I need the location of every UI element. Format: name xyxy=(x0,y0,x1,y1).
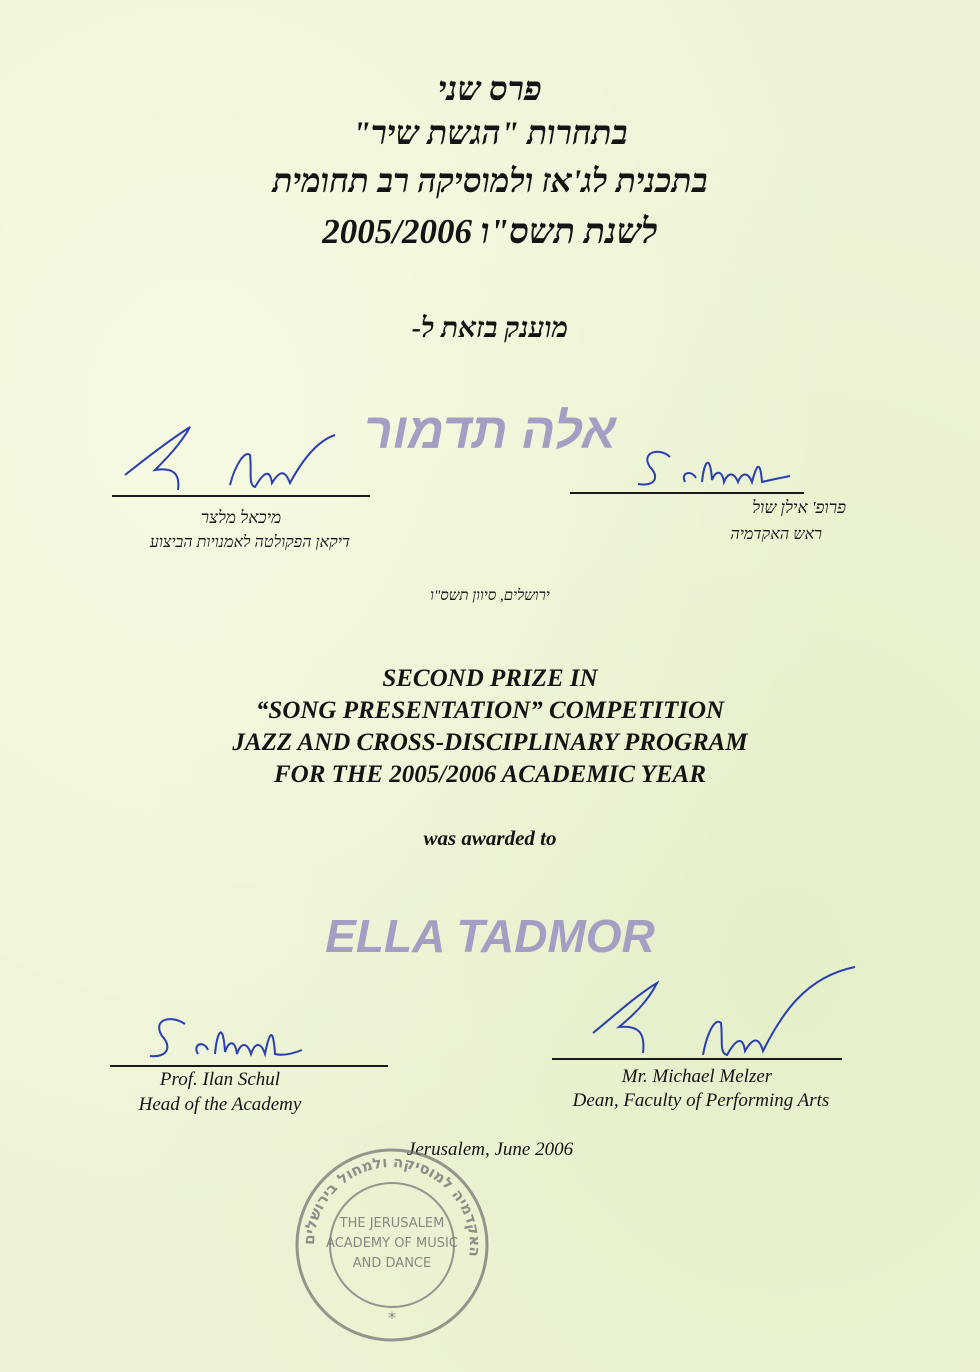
hebrew-recipient-name: אלה תדמור xyxy=(363,403,617,459)
stamp-inner-line2: ACADEMY OF MUSIC xyxy=(326,1236,458,1251)
stamp-inner-line3: AND DANCE xyxy=(352,1256,432,1271)
signature-line-english-left xyxy=(110,1065,388,1067)
signature-line-hebrew-left xyxy=(112,495,370,497)
hebrew-signer-right-name: פרופ' אילן שול xyxy=(752,498,846,517)
english-program-line: JAZZ AND CROSS-DISCIPLINARY PROGRAM xyxy=(232,729,748,756)
stamp-outer-text: האקדמיה למוסיקה ולמחול בירושלים xyxy=(299,1152,485,1258)
english-signer-left-title: Head of the Academy xyxy=(138,1094,302,1115)
english-recipient-name: ELLA TADMOR xyxy=(325,910,655,962)
hebrew-title: פרס שני xyxy=(438,72,542,108)
english-awarded-to: was awarded to xyxy=(423,826,557,850)
signature-schul-english xyxy=(140,1012,320,1072)
signature-line-hebrew-right xyxy=(570,492,804,494)
academy-stamp xyxy=(292,1145,492,1345)
signature-line-english-right xyxy=(552,1058,842,1060)
hebrew-program-line: בתכנית לג'אז ולמוסיקה רב תחומית xyxy=(272,164,708,200)
svg-text:*: * xyxy=(388,1308,396,1327)
english-signer-right-title: Dean, Faculty of Performing Arts xyxy=(572,1090,830,1111)
hebrew-competition-line: בתחרות "הגשת שיר" xyxy=(352,116,628,152)
english-place-date: Jerusalem, June 2006 xyxy=(406,1139,574,1160)
english-year-line: FOR THE 2005/2006 ACADEMIC YEAR xyxy=(273,761,707,788)
signature-melzer-hebrew xyxy=(120,415,360,495)
hebrew-signer-right-title: ראש האקדמיה xyxy=(730,526,822,543)
english-signer-left-name: Prof. Ilan Schul xyxy=(159,1069,281,1090)
hebrew-year-line: לשנת תשס"ו 2005/2006 xyxy=(322,212,658,251)
hebrew-place-date: ירושלים, סיוון תשס"ו xyxy=(430,588,550,604)
hebrew-signer-left-title: דיקאן הפקולטה לאמנויות הביצוע xyxy=(149,534,351,551)
hebrew-awarded-to: מוענק בזאת ל- xyxy=(411,313,569,344)
english-title: SECOND PRIZE IN xyxy=(382,665,598,692)
stamp-inner-line1: THE JERUSALEM xyxy=(339,1216,445,1231)
signature-melzer-english xyxy=(585,955,865,1065)
hebrew-signer-left-name: מיכאל מלצר xyxy=(200,508,282,527)
english-signer-right-name: Mr. Michael Melzer xyxy=(621,1066,773,1087)
english-competition-line: “SONG PRESENTATION” COMPETITION xyxy=(255,697,725,724)
